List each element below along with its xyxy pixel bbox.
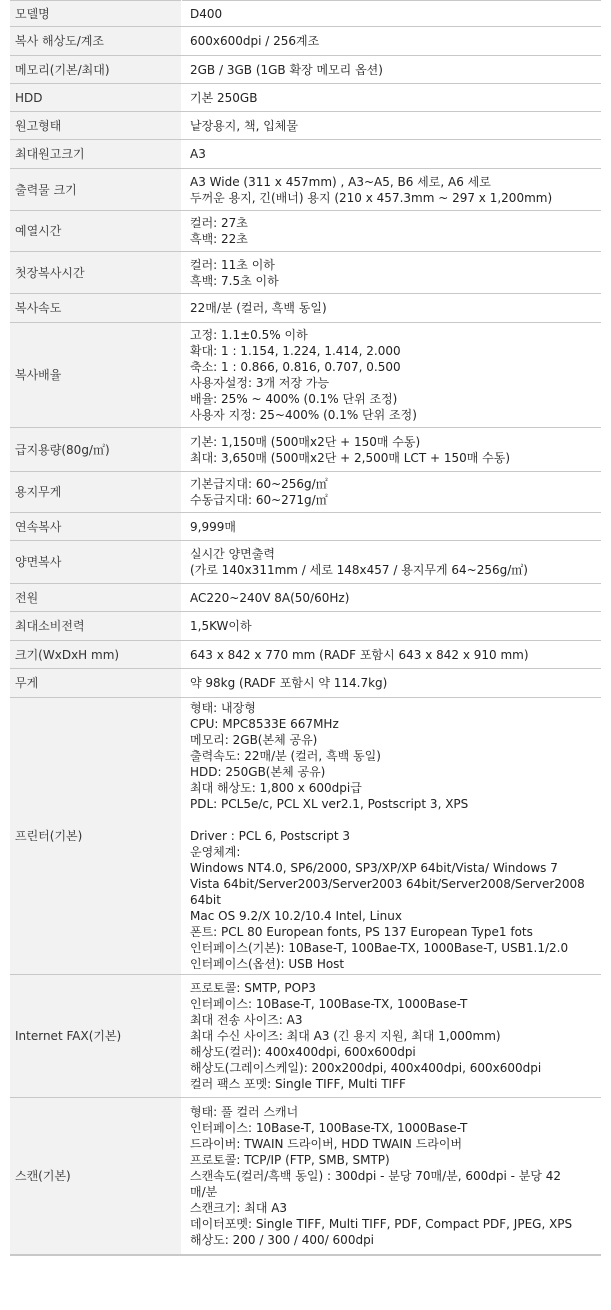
spec-value-line: 폰트: PCL 80 European fonts, PS 137 European Type1 fots <box>190 925 533 939</box>
spec-value-line: 해상도(그레이스케일): 200x200dpi, 400x400dpi, 600x600dpi <box>190 1061 542 1075</box>
spec-value <box>182 1098 602 1255</box>
spec-value-line: 약 98kg (RADF 포함시 약 114.7kg) <box>190 676 388 690</box>
spec-value-line: 컬러: 27초 <box>190 216 248 230</box>
spec-label: 무게 <box>10 669 182 698</box>
spec-value-line: 형태: 내장형 <box>190 701 256 715</box>
spec-row <box>10 541 601 584</box>
spec-row <box>10 169 601 211</box>
spec-row <box>10 641 601 669</box>
spec-label: 용지무게 <box>10 472 182 513</box>
spec-value-line: 확대: 1 : 1.154, 1.224, 1.414, 2.000 <box>190 344 401 358</box>
spec-row <box>10 472 601 513</box>
spec-label: 크기(WxDxH mm) <box>10 641 182 669</box>
spec-value <box>182 169 602 211</box>
spec-value <box>182 84 602 112</box>
spec-row <box>10 112 601 140</box>
spec-value-line: Vista 64bit/Server2003/Server2003 64bit/Server2008/Server2008 <box>190 877 585 891</box>
spec-label: 전원 <box>10 584 182 612</box>
spec-value-line: 600x600dpi / 256계조 <box>190 34 320 48</box>
spec-row <box>10 252 601 294</box>
spec-value-line: 기본 250GB <box>190 90 258 105</box>
spec-table <box>10 0 601 1255</box>
spec-row <box>10 428 601 472</box>
spec-value-line: 고정: 1.1±0.5% 이하 <box>190 328 308 342</box>
spec-value-line: 매/분 <box>190 1185 218 1199</box>
spec-label: 스캔(기본) <box>10 1098 182 1255</box>
spec-value-line: D400 <box>190 6 223 21</box>
spec-row <box>10 612 601 641</box>
spec-value-line: 드라이버: TWAIN 드라이버, HDD TWAIN 드라이버 <box>190 1137 463 1151</box>
spec-value-line: 수동급지대: 60~271g/㎡ <box>190 493 328 507</box>
spec-value <box>182 541 602 584</box>
spec-value <box>182 698 602 975</box>
spec-value-line: 축소: 1 : 0.866, 0.816, 0.707, 0.500 <box>190 360 401 374</box>
spec-value-line: 인터페이스(기본): 10Base-T, 100Bae-TX, 1000Base-T, USB1.1/2.0 <box>190 941 569 955</box>
spec-value-line: 기본: 1,150매 (500매x2단 + 150매 수동) <box>190 434 421 449</box>
spec-value-line: 운영체계: <box>190 845 241 859</box>
spec-label: 복사 해상도/계조 <box>10 27 182 56</box>
spec-value-line: 컬러 팩스 포멧: Single TIFF, Multi TIFF <box>190 1077 406 1091</box>
spec-value-spacer <box>190 812 595 828</box>
spec-value-line: 인터페이스: 10Base-T, 100Base-TX, 1000Base-T <box>190 1121 468 1135</box>
spec-value <box>182 112 602 140</box>
spec-value-line: 출력속도: 22매/분 (컬러, 흑백 동일) <box>190 749 381 763</box>
spec-label: 양면복사 <box>10 541 182 584</box>
spec-value-line: 배율: 25% ~ 400% (0.1% 단위 조정) <box>190 392 398 406</box>
spec-row <box>10 323 601 428</box>
spec-row <box>10 211 601 252</box>
spec-value-line: 최대 수신 사이즈: 최대 A3 (긴 용지 지원, 최대 1,000mm) <box>190 1029 501 1043</box>
spec-value-line: 사용자 지정: 25~400% (0.1% 단위 조정) <box>190 408 417 422</box>
spec-value <box>182 641 602 669</box>
spec-row <box>10 975 601 1098</box>
spec-value <box>182 612 602 641</box>
spec-label: HDD <box>10 84 182 112</box>
spec-label: 첫장복사시간 <box>10 252 182 294</box>
spec-value-line: 데이터포멧: Single TIFF, Multi TIFF, PDF, Compact PDF, JPEG, XPS <box>190 1217 573 1231</box>
spec-row <box>10 513 601 541</box>
spec-label: 급지용량(80g/㎡) <box>10 428 182 472</box>
spec-value-line: 스캔크기: 최대 A3 <box>190 1201 288 1215</box>
spec-value-line: 두꺼운 용지, 긴(배너) 용지 (210 x 457.3mm ~ 297 x 1,200mm) <box>190 190 553 205</box>
spec-row <box>10 84 601 112</box>
spec-value <box>182 472 602 513</box>
spec-value-line: 기본급지대: 60~256g/㎡ <box>190 477 328 491</box>
spec-value-line: AC220~240V 8A(50/60Hz) <box>190 590 350 605</box>
spec-value <box>182 140 602 169</box>
spec-label: 최대소비전력 <box>10 612 182 641</box>
spec-value-line: 64bit <box>190 893 221 907</box>
spec-value <box>182 323 602 428</box>
spec-row <box>10 669 601 698</box>
spec-value-line: 낱장용지, 책, 입체물 <box>190 118 298 133</box>
spec-value <box>182 252 602 294</box>
spec-value-line: Windows NT4.0, SP6/2000, SP3/XP/XP 64bit/Vista/ Windows 7 <box>190 861 558 875</box>
spec-value-line: 프로토콜: TCP/IP (FTP, SMB, SMTP) <box>190 1153 390 1167</box>
spec-label: 복사배율 <box>10 323 182 428</box>
spec-label: 최대원고크기 <box>10 140 182 169</box>
spec-value <box>182 1 602 27</box>
spec-value-line: PDL: PCL5e/c, PCL XL ver2.1, Postscript 3, XPS <box>190 797 469 811</box>
spec-value-line: (가로 140x311mm / 세로 148x457 / 용지무게 64~256g/㎡) <box>190 563 528 577</box>
spec-value-line: Mac OS 9.2/X 10.2/10.4 Intel, Linux <box>190 909 402 923</box>
spec-row <box>10 1098 601 1255</box>
spec-value <box>182 428 602 472</box>
spec-value-line: 22매/분 (컬러, 흑백 동일) <box>190 301 327 315</box>
spec-value-line: Driver : PCL 6, Postscript 3 <box>190 829 350 843</box>
spec-label: 예열시간 <box>10 211 182 252</box>
spec-value-line: 1,5KW이하 <box>190 619 252 633</box>
spec-value-line: 흑백: 22초 <box>190 232 248 246</box>
spec-value-line: 컬러: 11초 이하 <box>190 257 275 272</box>
spec-value-line: 형태: 풀 컬러 스캐너 <box>190 1105 299 1119</box>
spec-value <box>182 56 602 84</box>
table-bottom-rule <box>10 1255 601 1256</box>
spec-value-line: 사용자설정: 3개 저장 가능 <box>190 376 330 390</box>
spec-value <box>182 584 602 612</box>
spec-row <box>10 27 601 56</box>
spec-row <box>10 584 601 612</box>
spec-value <box>182 669 602 698</box>
spec-value-line: A3 <box>190 147 206 161</box>
spec-value-line: 최대 전송 사이즈: A3 <box>190 1013 303 1027</box>
spec-value-line: 해상도(컬러): 400x400dpi, 600x600dpi <box>190 1045 416 1059</box>
spec-value-line: 9,999매 <box>190 519 236 534</box>
spec-value-line: 해상도: 200 / 300 / 400/ 600dpi <box>190 1233 375 1247</box>
spec-row <box>10 56 601 84</box>
spec-value-line: 인터페이스: 10Base-T, 100Base-TX, 1000Base-T <box>190 997 468 1011</box>
spec-table-body <box>10 1 601 1255</box>
spec-label: 연속복사 <box>10 513 182 541</box>
spec-label: 복사속도 <box>10 294 182 323</box>
spec-label: 출력물 크기 <box>10 169 182 211</box>
spec-value-line: HDD: 250GB(본체 공유) <box>190 765 326 779</box>
spec-value-line: 643 x 842 x 770 mm (RADF 포함시 643 x 842 x 910 mm) <box>190 647 529 662</box>
spec-row <box>10 140 601 169</box>
spec-value-line: 최대 해상도: 1,800 x 600dpi급 <box>190 781 362 795</box>
spec-value <box>182 975 602 1098</box>
spec-row <box>10 698 601 975</box>
spec-value-line: 스캔속도(컬러/흑백 동일) : 300dpi - 분당 70매/분, 600dpi - 분당 42 <box>190 1169 562 1183</box>
spec-value-line: 2GB / 3GB (1GB 확장 메모리 옵션) <box>190 62 383 77</box>
spec-label: 원고형태 <box>10 112 182 140</box>
spec-label: 메모리(기본/최대) <box>10 56 182 84</box>
spec-value-line: 메모리: 2GB(본체 공유) <box>190 733 318 747</box>
spec-value-line: A3 Wide (311 x 457mm) , A3~A5, B6 세로, A6 세로 <box>190 174 491 189</box>
spec-row <box>10 294 601 323</box>
spec-label: 프린터(기본) <box>10 698 182 975</box>
spec-value-line: 흑백: 7.5초 이하 <box>190 273 279 288</box>
spec-value-line: 최대: 3,650매 (500매x2단 + 2,500매 LCT + 150매 수동) <box>190 450 511 465</box>
spec-value-line: 인터페이스(옵션): USB Host <box>190 957 345 971</box>
spec-value-line: 프로토콜: SMTP, POP3 <box>190 981 316 995</box>
spec-value-line: 실시간 양면출력 <box>190 547 275 561</box>
spec-row <box>10 1 601 27</box>
spec-value <box>182 211 602 252</box>
spec-value <box>182 294 602 323</box>
spec-value-line: CPU: MPC8533E 667MHz <box>190 717 339 731</box>
spec-value <box>182 513 602 541</box>
spec-label: Internet FAX(기본) <box>10 975 182 1098</box>
spec-value <box>182 27 602 56</box>
spec-label: 모델명 <box>10 1 182 27</box>
